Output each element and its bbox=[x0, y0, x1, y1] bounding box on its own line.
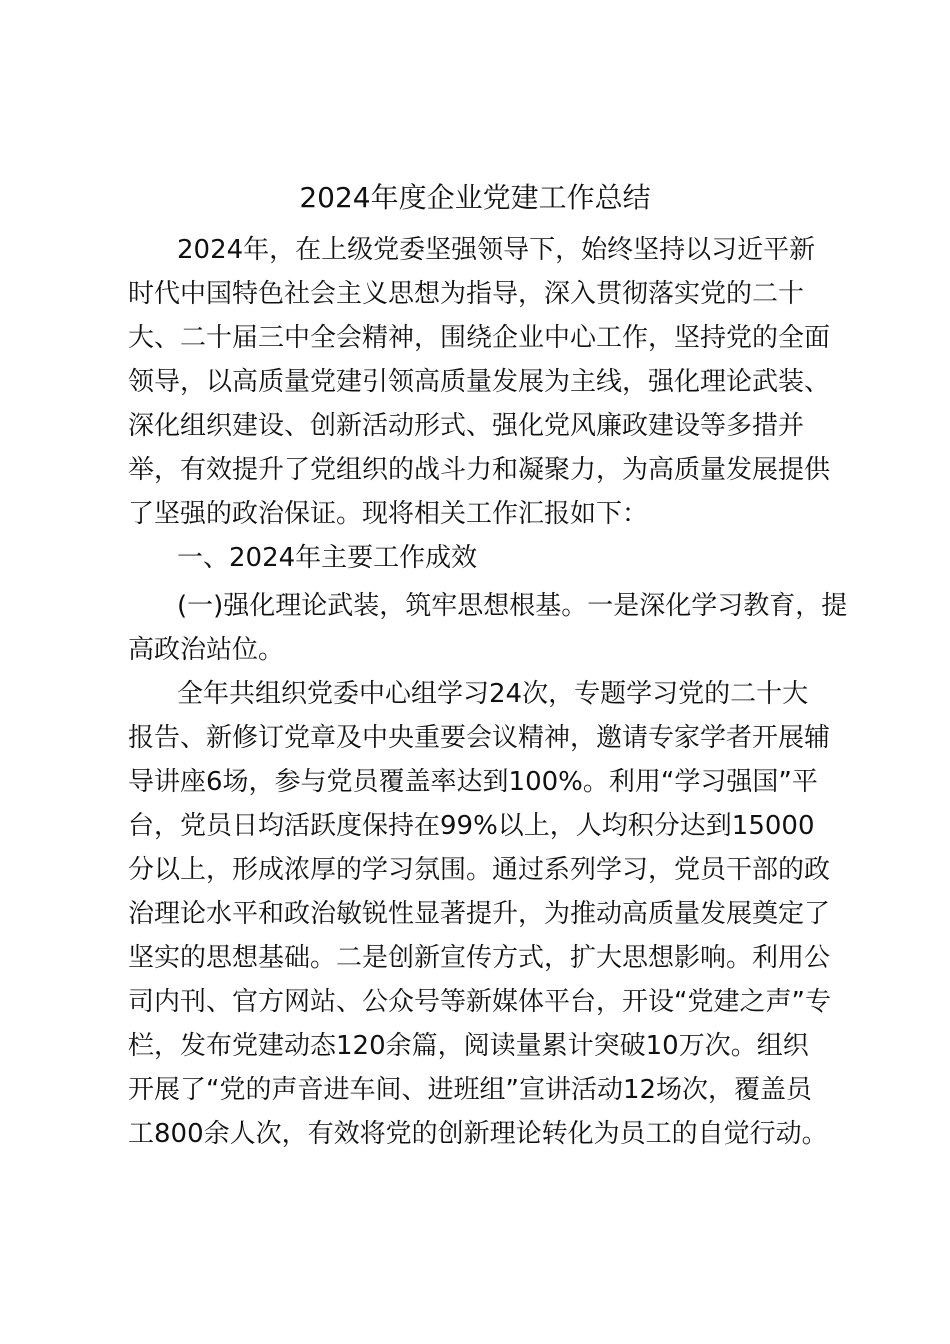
paragraph-3-line-6: 治理论水平和政治敏锐性显著提升，为推动高质量发展奠定了 bbox=[128, 899, 831, 929]
paragraph-3-line-9: 栏，发布党建动态120余篇，阅读量累计突破10万次。组织 bbox=[128, 1031, 809, 1061]
paragraph-3-line-7: 坚实的思想基础。二是创新宣传方式，扩大思想影响。利用公 bbox=[128, 943, 831, 973]
paragraph-3-line-5: 分以上，形成浓厚的学习氛围。通过系列学习，党员干部的政 bbox=[128, 855, 831, 885]
paragraph-1-line-4: 领导，以高质量党建引领高质量发展为主线，强化理论武装、 bbox=[128, 367, 831, 397]
paragraph-3-line-2: 报告、新修订党章及中央重要会议精神，邀请专家学者开展辅 bbox=[128, 723, 831, 753]
paragraph-2-line-2: 高政治站位。 bbox=[128, 635, 285, 665]
paragraph-1-line-3: 大、二十届三中全会精神，围绕企业中心工作，坚持党的全面 bbox=[128, 323, 831, 353]
paragraph-3-line-10: 开展了“党的声音进车间、进班组”宣讲活动12场次，覆盖员 bbox=[128, 1075, 813, 1105]
paragraph-1-line-2: 时代中国特色社会主义思想为指导，深入贯彻落实党的二十 bbox=[128, 279, 805, 309]
paragraph-2-line-1: (一)强化理论武装，筑牢思想根基。一是深化学习教育，提 bbox=[177, 591, 848, 621]
paragraph-3-line-8: 司内刊、官方网站、公众号等新媒体平台，开设“党建之声”专 bbox=[128, 987, 831, 1017]
paragraph-3-line-3: 导讲座6场，参与党员覆盖率达到100%。利用“学习强国”平 bbox=[128, 767, 818, 797]
paragraph-3-line-11: 工800余人次，有效将党的创新理论转化为员工的自觉行动。 bbox=[128, 1119, 828, 1149]
paragraph-3-line-1: 全年共组织党委中心组学习24次，专题学习党的二十大 bbox=[177, 679, 809, 709]
paragraph-1-line-1: 2024年，在上级党委坚强领导下，始终坚持以习近平新 bbox=[177, 235, 816, 265]
paragraph-1-line-7: 了坚强的政治保证。现将相关工作汇报如下： bbox=[128, 499, 649, 529]
document-title: 2024年度企业党建工作总结 bbox=[299, 181, 651, 214]
paragraph-1-line-6: 举，有效提升了党组织的战斗力和凝聚力，为高质量发展提供 bbox=[128, 455, 831, 485]
paragraph-3-line-4: 台，党员日均活跃度保持在99%以上，人均积分达到15000 bbox=[128, 811, 815, 841]
paragraph-1-line-5: 深化组织建设、创新活动形式、强化党风廉政建设等多措并 bbox=[128, 411, 805, 441]
section-heading-1: 一、2024年主要工作成效 bbox=[177, 543, 478, 573]
